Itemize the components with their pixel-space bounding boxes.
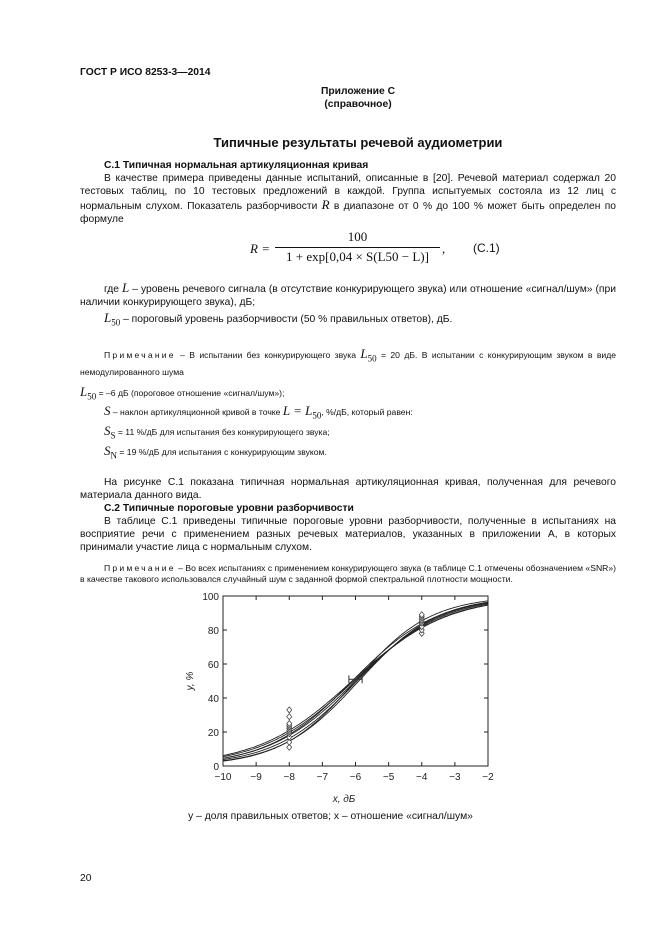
x-axis-label: x, дБ	[332, 793, 356, 805]
paragraph: $L_{50}$ – пороговый уровень разборчивости (50 % правильных ответов), дБ.	[104, 310, 453, 328]
x-tick-label: −4	[416, 771, 428, 783]
y-tick-label: 100	[202, 591, 219, 603]
note: Примечание – Во всех испытаниях с применением конкурирующего звука (в таблице С.1 отмечены обозначением «SNR») в качестве такового использовался случайный шум с заданной формой спектральной плотности мощности.	[80, 562, 616, 585]
note: Примечание – В испытании без конкурирующего звука $L_{50} = 20$ дБ. В испытании с конкурирующим звуком в виде немодулированного шума	[80, 346, 616, 377]
y-tick-label: 0	[213, 761, 219, 773]
x-tick-label: −9	[250, 771, 262, 783]
x-tick-label: −3	[449, 771, 461, 783]
data-point	[287, 714, 292, 720]
x-tick-label: −10	[214, 771, 232, 783]
paragraph: На рисунке С.1 показана типичная нормальная артикуляционная кривая, полученная для речевого материала данного вида.	[80, 476, 616, 501]
data-point	[287, 707, 292, 713]
x-tick-label: −7	[316, 771, 329, 783]
note: $S_N = 19$ %/дБ для испытания с конкурирующим звуком.	[104, 443, 327, 461]
main-title: Типичные результаты речевой аудиометрии	[213, 135, 503, 150]
chart	[0, 586, 661, 808]
note: S – наклон артикуляционной кривой в точке $L = L_{50}$, %/дБ, который равен:	[104, 403, 413, 421]
y-tick-label: 40	[207, 693, 219, 705]
figure-caption: y – доля правильных ответов; x – отношение «сигнал/шум»	[188, 810, 473, 822]
x-tick-label: −6	[349, 771, 362, 783]
section-heading: С.1 Типичная нормальная артикуляционная кривая	[104, 160, 369, 171]
annex-title: Приложение С (справочное)	[320, 86, 396, 110]
x-tick-label: −5	[382, 771, 395, 783]
doc-id: ГОСТ Р ИСО 8253-3—2014	[80, 67, 211, 78]
paragraph: где L – уровень речевого сигнала (в отсутствие конкурирующего звука) или отношение «сигнал/шум» (при наличии конкурирующего звука), дБ;	[80, 280, 616, 308]
formula: R = 100 1 + exp[0,04 × S(L50 − L)] , (С.1)	[250, 229, 500, 264]
note: $L_{50} = -6$ дБ (пороговое отношение «сигнал/шум»);	[80, 383, 285, 402]
formula-number: (С.1)	[473, 241, 500, 255]
y-tick-label: 60	[207, 659, 219, 671]
paragraph: В таблице С.1 приведены типичные пороговые уровни разборчивости, полученные в испытаниях на восприятие речи с применением разных речевых материалов, указанных в приложении А, в которых принимали участие лица с нормальным слухом.	[80, 515, 616, 553]
page-number: 20	[80, 872, 92, 884]
section-heading: С.2 Типичные пороговые уровни разборчивости	[104, 502, 354, 514]
x-tick-label: −8	[283, 771, 295, 783]
y-axis-label: y, %	[185, 671, 196, 691]
paragraph: В качестве примера приведены данные испытаний, описанные в [20]. Речевой материал содержал 20 тестовых таблиц, по 10 тестовых предложений в каждой. Группа испытуемых состояла из 12 лиц с нормальным слухом. Показатель разборчивости R в диапазоне от 0 % до 100 % может быть определен по формуле	[80, 173, 616, 225]
note: $S_S = 11$ %/дБ для испытания без конкурирующего звука;	[104, 422, 330, 441]
y-tick-label: 20	[207, 727, 219, 739]
fit-curve	[223, 601, 488, 761]
y-tick-label: 80	[207, 625, 219, 637]
x-tick-label: −2	[482, 771, 494, 783]
